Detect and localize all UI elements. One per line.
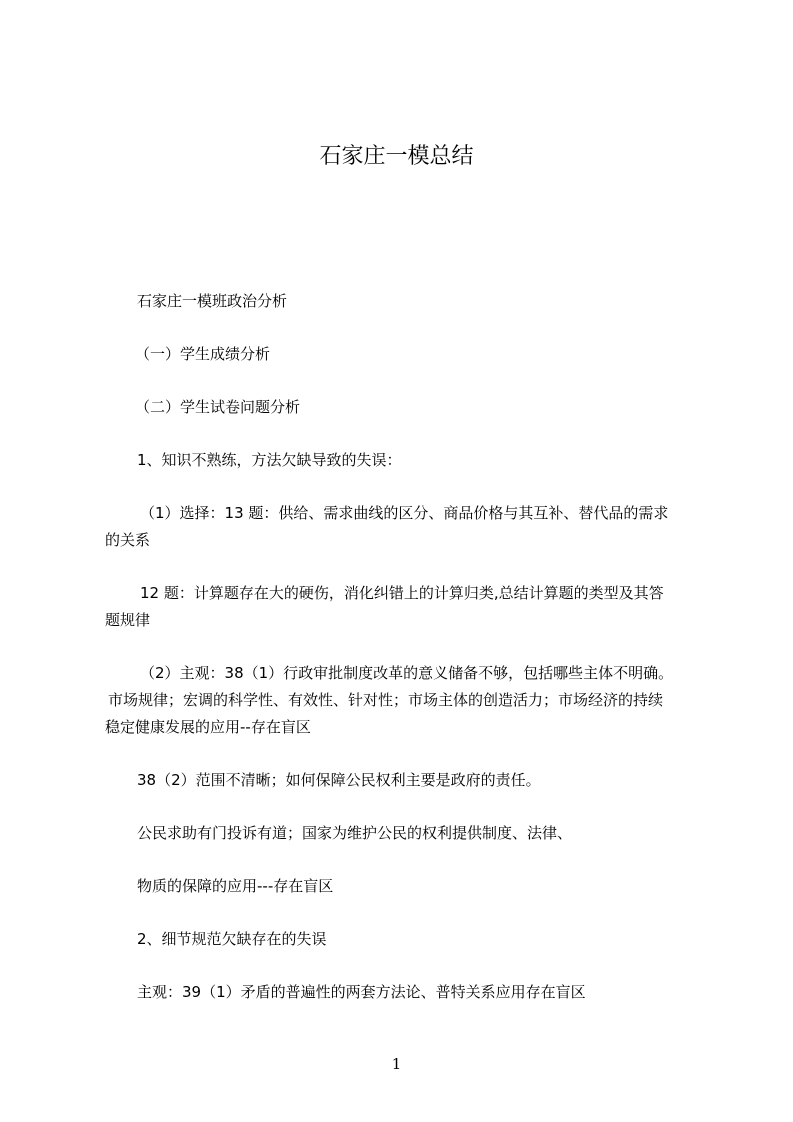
- paragraph-q38-2: 38（2）范围不清晰；如何保障公民权利主要是政府的责任。: [137, 771, 541, 789]
- page-number: 1: [391, 1055, 402, 1073]
- paragraph-material-guarantee: 物质的保障的应用---存在盲区: [137, 877, 334, 895]
- paragraph-class-analysis: 石家庄一模班政治分析: [137, 292, 288, 310]
- document-title: 石家庄一模总结: [319, 144, 474, 169]
- paragraph-subjective-q38-1-line3: 稳定健康发展的应用--存在盲区: [105, 718, 311, 736]
- paragraph-knowledge-errors: 1、知识不熟练，方法欠缺导致的失误：: [137, 451, 402, 469]
- paragraph-citizen-rights: 公民求助有门投诉有道；国家为维护公民的权利提供制度、法律、: [137, 824, 573, 842]
- paragraph-choice-q13-line2: 的关系: [105, 531, 151, 549]
- paragraph-subjective-q39: 主观：39（1）矛盾的普遍性的两套方法论、普特关系应用存在盲区: [137, 983, 586, 1001]
- paragraph-paper-issues: （二）学生试卷问题分析: [135, 398, 301, 416]
- paragraph-q12-line2: 题规律: [105, 611, 151, 629]
- paragraph-score-analysis: （一）学生成绩分析: [135, 345, 271, 363]
- paragraph-detail-errors: 2、细节规范欠缺存在的失误: [137, 930, 327, 948]
- paragraph-subjective-q38-1-line2: 市场规律；宏调的科学性、有效性、针对性；市场主体的创造活力；市场经济的持续: [108, 691, 664, 709]
- paragraph-subjective-q38-1-line1: （2）主观：38（1）行政审批制度改革的意义储备不够，包括哪些主体不明确。: [140, 664, 674, 682]
- paragraph-choice-q13-line1: （1）选择：13 题：供给、需求曲线的区分、商品价格与其互补、替代品的需求: [140, 504, 669, 522]
- paragraph-q12-line1: 12 题：计算题存在大的硬伤，消化纠错上的计算归类,总结计算题的类型及其答: [140, 584, 664, 602]
